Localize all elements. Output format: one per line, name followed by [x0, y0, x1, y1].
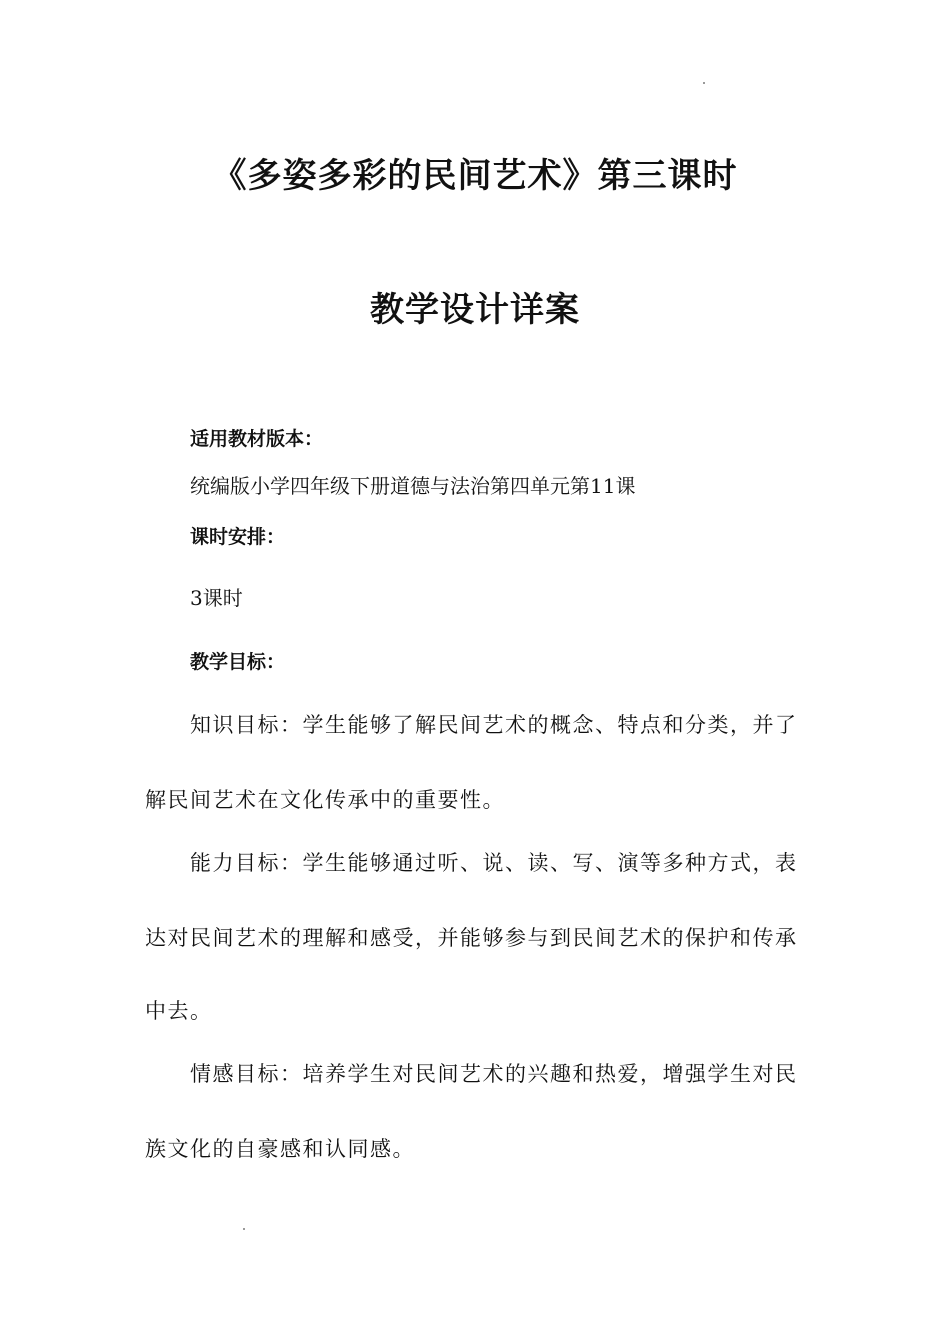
page-mark-bottom: [243, 1228, 245, 1230]
textbook-value: 统编版小学四年级下册道德与法治第四单元第11课: [190, 474, 636, 498]
page-mark-top: [703, 82, 705, 84]
objectives-label: 教学目标：: [190, 651, 286, 673]
schedule-value: 3课时: [190, 586, 243, 610]
emotion-objective-line1: 情感目标：培养学生对民间艺术的兴趣和热爱，增强学生对民: [190, 1062, 798, 1086]
document-title: 《多姿多彩的民间艺术》第三课时: [212, 156, 738, 196]
ability-objective-line3: 中去。: [145, 999, 213, 1023]
ability-objective-line2: 达对民间艺术的理解和感受，并能够参与到民间艺术的保护和传承: [145, 926, 798, 950]
schedule-label: 课时安排：: [190, 526, 286, 548]
knowledge-objective-line1: 知识目标：学生能够了解民间艺术的概念、特点和分类，并了: [190, 713, 798, 737]
textbook-label: 适用教材版本：: [190, 428, 324, 450]
knowledge-objective-line2: 解民间艺术在文化传承中的重要性。: [145, 788, 505, 812]
document-subtitle: 教学设计详案: [370, 290, 580, 330]
emotion-objective-line2: 族文化的自豪感和认同感。: [145, 1137, 415, 1161]
ability-objective-line1: 能力目标：学生能够通过听、说、读、写、演等多种方式，表: [190, 851, 798, 875]
